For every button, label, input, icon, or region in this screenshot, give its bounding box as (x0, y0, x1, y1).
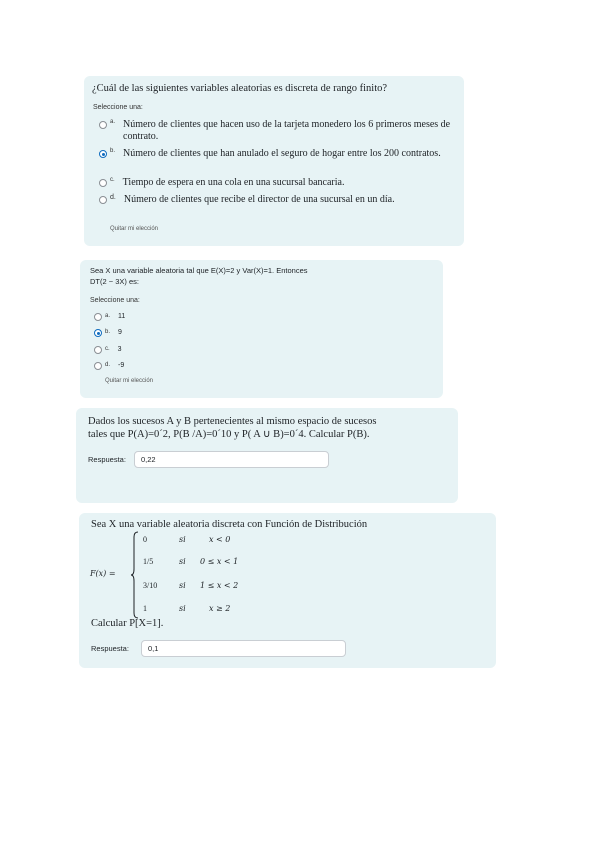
option-b[interactable] (94, 329, 122, 337)
piece-value: 3/10 (143, 581, 158, 590)
function-label: F(x) = (90, 569, 116, 578)
question-text-line-1: Dados los sucesos A y B pertenecientes al mismo espacio de sucesos (88, 416, 377, 427)
piece-si: si (179, 535, 186, 544)
question-card-3 (76, 408, 458, 503)
option-a[interactable] (99, 119, 459, 143)
question-text-line-2: DT(2 − 3X) es: (90, 277, 139, 286)
option-text: -9 (118, 362, 125, 369)
response-input[interactable]: 0,1 (141, 640, 346, 657)
piece-value: 0 (143, 535, 147, 544)
option-d[interactable] (99, 194, 459, 206)
clear-selection-link[interactable]: Quitar mi elección (110, 226, 159, 232)
piece-condition: x ≥ 2 (209, 604, 231, 613)
clear-selection-link[interactable]: Quitar mi elección (105, 378, 154, 384)
option-b[interactable] (99, 148, 459, 160)
option-letter: a. (105, 313, 111, 319)
piece-si: si (179, 557, 186, 566)
radio-button[interactable] (94, 362, 102, 370)
option-letter: c. (110, 177, 115, 183)
radio-button[interactable] (99, 121, 107, 129)
piece-condition: 0 ≤ x < 1 (200, 557, 239, 566)
radio-button-selected[interactable] (94, 329, 102, 337)
option-text: 9 (118, 329, 122, 336)
option-letter: b. (110, 148, 116, 154)
calculate-text: Calcular P[X=1]. (91, 618, 164, 629)
piece-condition: 1 ≤ x < 2 (200, 581, 239, 590)
radio-button[interactable] (99, 179, 107, 187)
option-text: Tiempo de espera en una cola en una sucursal bancaria. (122, 177, 345, 188)
radio-button-selected[interactable] (99, 150, 107, 158)
piece-si: si (179, 581, 186, 590)
question-text: ¿Cuál de las siguientes variables aleatorias es discreta de rango finito? (92, 83, 388, 94)
select-label: Seleccione una: (93, 104, 143, 111)
question-card-1 (84, 76, 464, 246)
radio-button[interactable] (94, 346, 102, 354)
option-letter: a. (110, 119, 116, 125)
option-letter: b. (105, 329, 111, 335)
option-letter: c. (105, 346, 110, 352)
response-input[interactable]: 0,22 (134, 451, 329, 468)
radio-button[interactable] (94, 313, 102, 321)
option-text: 3 (117, 346, 122, 353)
option-text: 11 (118, 313, 126, 320)
question-card-4 (79, 513, 496, 668)
piece-value: 1/5 (143, 557, 154, 566)
option-text: Número de clientes que recibe el director de una sucursal en un día. (123, 194, 395, 205)
question-text-line-2: tales que P(A)=0´2, P(B /A)=0´10 y P( A ∪ B)=0´4. Calcular P(B). (88, 429, 370, 440)
piece-si: si (179, 604, 186, 613)
select-label: Seleccione una: (90, 297, 140, 304)
question-card-2 (80, 260, 443, 398)
option-c[interactable] (99, 177, 459, 189)
option-text: Número de clientes que han anulado el seguro de hogar entre los 200 contratos. (123, 148, 441, 159)
radio-button[interactable] (99, 196, 107, 204)
left-brace (131, 531, 139, 619)
option-letter: d. (110, 194, 116, 201)
option-d[interactable] (94, 362, 124, 370)
option-a[interactable] (94, 313, 125, 321)
piece-value: 1 (143, 604, 147, 613)
option-c[interactable] (94, 346, 122, 354)
response-label: Respuesta: (88, 455, 126, 464)
option-text: Número de clientes que hacen uso de la tarjeta monedero los 6 primeros meses de contrato. (123, 119, 451, 142)
question-text: Sea X una variable aleatoria discreta con Función de Distribución (91, 519, 368, 530)
piece-condition: x < 0 (209, 535, 231, 544)
question-text-line-1: Sea X una variable aleatoria tal que E(X)=2 y Var(X)=1. Entonces (90, 266, 308, 275)
option-letter: d. (105, 362, 111, 368)
response-label: Respuesta: (91, 644, 129, 653)
